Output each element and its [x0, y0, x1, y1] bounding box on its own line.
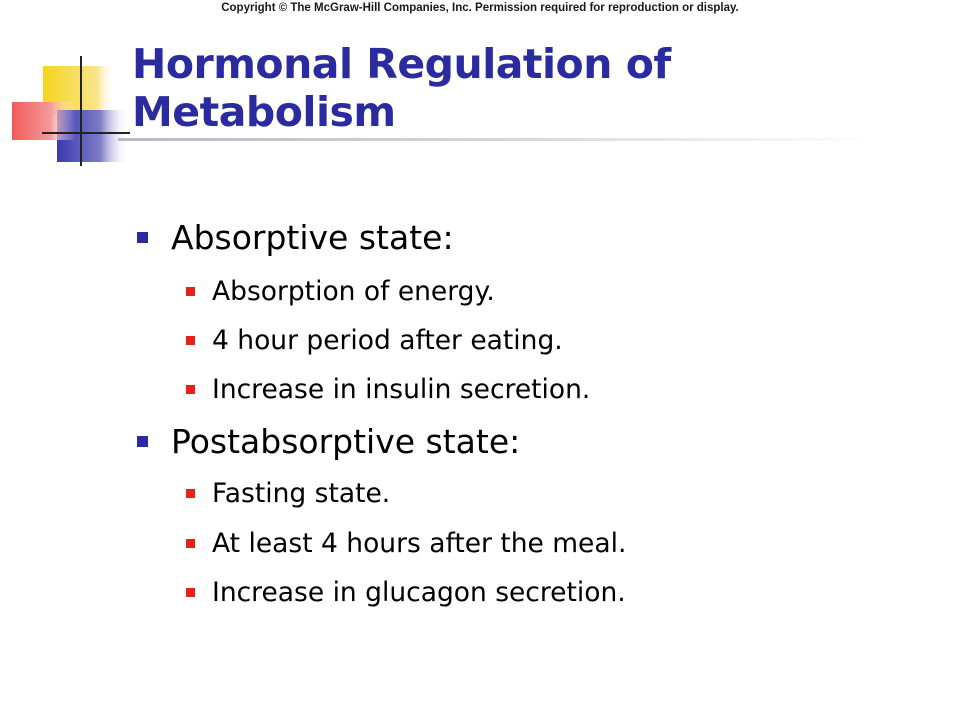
bullet-text: Absorptive state: [171, 218, 454, 257]
square-bullet-icon [186, 539, 195, 548]
square-bullet-icon [186, 385, 195, 394]
sub-bullet-4-hours-after-meal [186, 528, 626, 559]
sub-bullet-4-hour-period [186, 325, 563, 356]
sub-bullet-insulin-secretion [186, 374, 590, 405]
bullet-absorptive-state [137, 218, 454, 257]
sub-bullet-text: Absorption of energy. [212, 276, 495, 307]
square-bullet-icon [137, 232, 148, 243]
slide-title: Hormonal Regulation of Metabolism [132, 40, 671, 136]
square-bullet-icon [137, 436, 148, 447]
bullet-postabsorptive-state [137, 422, 520, 461]
square-bullet-icon [186, 489, 195, 498]
sub-bullet-glucagon-secretion [186, 577, 626, 608]
sub-bullet-text: 4 hour period after eating. [212, 325, 563, 356]
sub-bullet-text: At least 4 hours after the meal. [212, 528, 627, 559]
copyright-notice: Copyright © The McGraw-Hill Companies, Inc. Permission required for reproduction or display. [221, 2, 739, 14]
square-bullet-icon [186, 336, 195, 345]
sub-bullet-text: Fasting state. [212, 478, 391, 509]
bullet-text: Postabsorptive state: [171, 422, 521, 461]
sub-bullet-absorption-of-energy [186, 276, 495, 307]
square-bullet-icon [186, 588, 195, 597]
sub-bullet-fasting-state [186, 478, 390, 509]
sub-bullet-text: Increase in glucagon secretion. [212, 577, 626, 608]
sub-bullet-text: Increase in insulin secretion. [212, 374, 591, 405]
square-bullet-icon [186, 287, 195, 296]
